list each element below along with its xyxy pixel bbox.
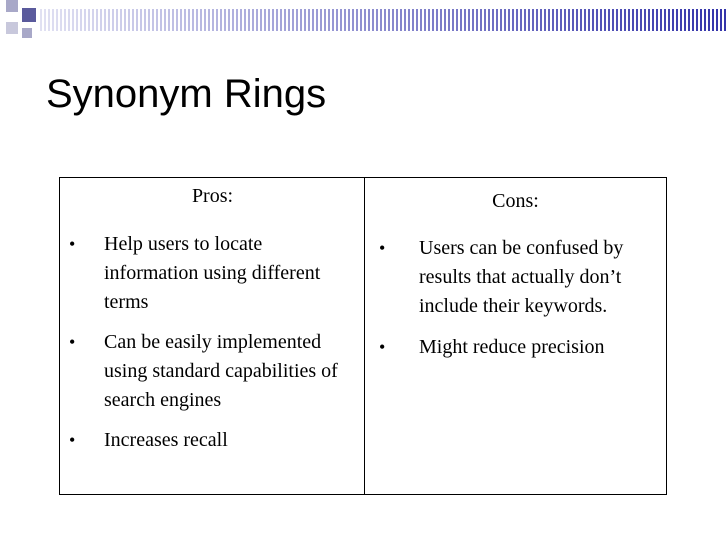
pros-cons-table	[59, 177, 667, 495]
deco-square	[22, 28, 32, 38]
deco-square	[6, 22, 18, 34]
cons-item-text: Users can be confused by results that actually don’t include their keywords.	[419, 237, 624, 317]
cons-item-text: Might reduce precision	[419, 336, 605, 358]
pros-item-text: Increases recall	[104, 429, 228, 451]
bullet-glyph: •	[379, 238, 386, 258]
slide-title: Synonym Rings	[46, 72, 327, 116]
cons-heading: Cons:	[492, 190, 539, 212]
list-item	[60, 328, 360, 415]
pros-item-text: Can be easily implemented using standard capabilities of search engines	[104, 331, 338, 411]
cons-list	[365, 234, 665, 374]
pros-list	[60, 230, 360, 466]
bullet-glyph: •	[379, 337, 386, 357]
list-item	[365, 333, 665, 362]
bullet-glyph: •	[69, 234, 76, 254]
decorative-stripe-bar	[40, 9, 728, 31]
list-item	[60, 230, 360, 317]
deco-square	[6, 0, 18, 12]
pros-column	[60, 178, 365, 494]
bullet-glyph: •	[69, 430, 76, 450]
deco-square	[22, 8, 36, 22]
list-item	[60, 426, 360, 455]
bullet-glyph: •	[69, 332, 76, 352]
cons-column	[365, 178, 666, 494]
pros-item-text: Help users to locate information using different terms	[104, 233, 321, 313]
pros-heading: Pros:	[191, 185, 234, 207]
list-item	[365, 234, 665, 321]
